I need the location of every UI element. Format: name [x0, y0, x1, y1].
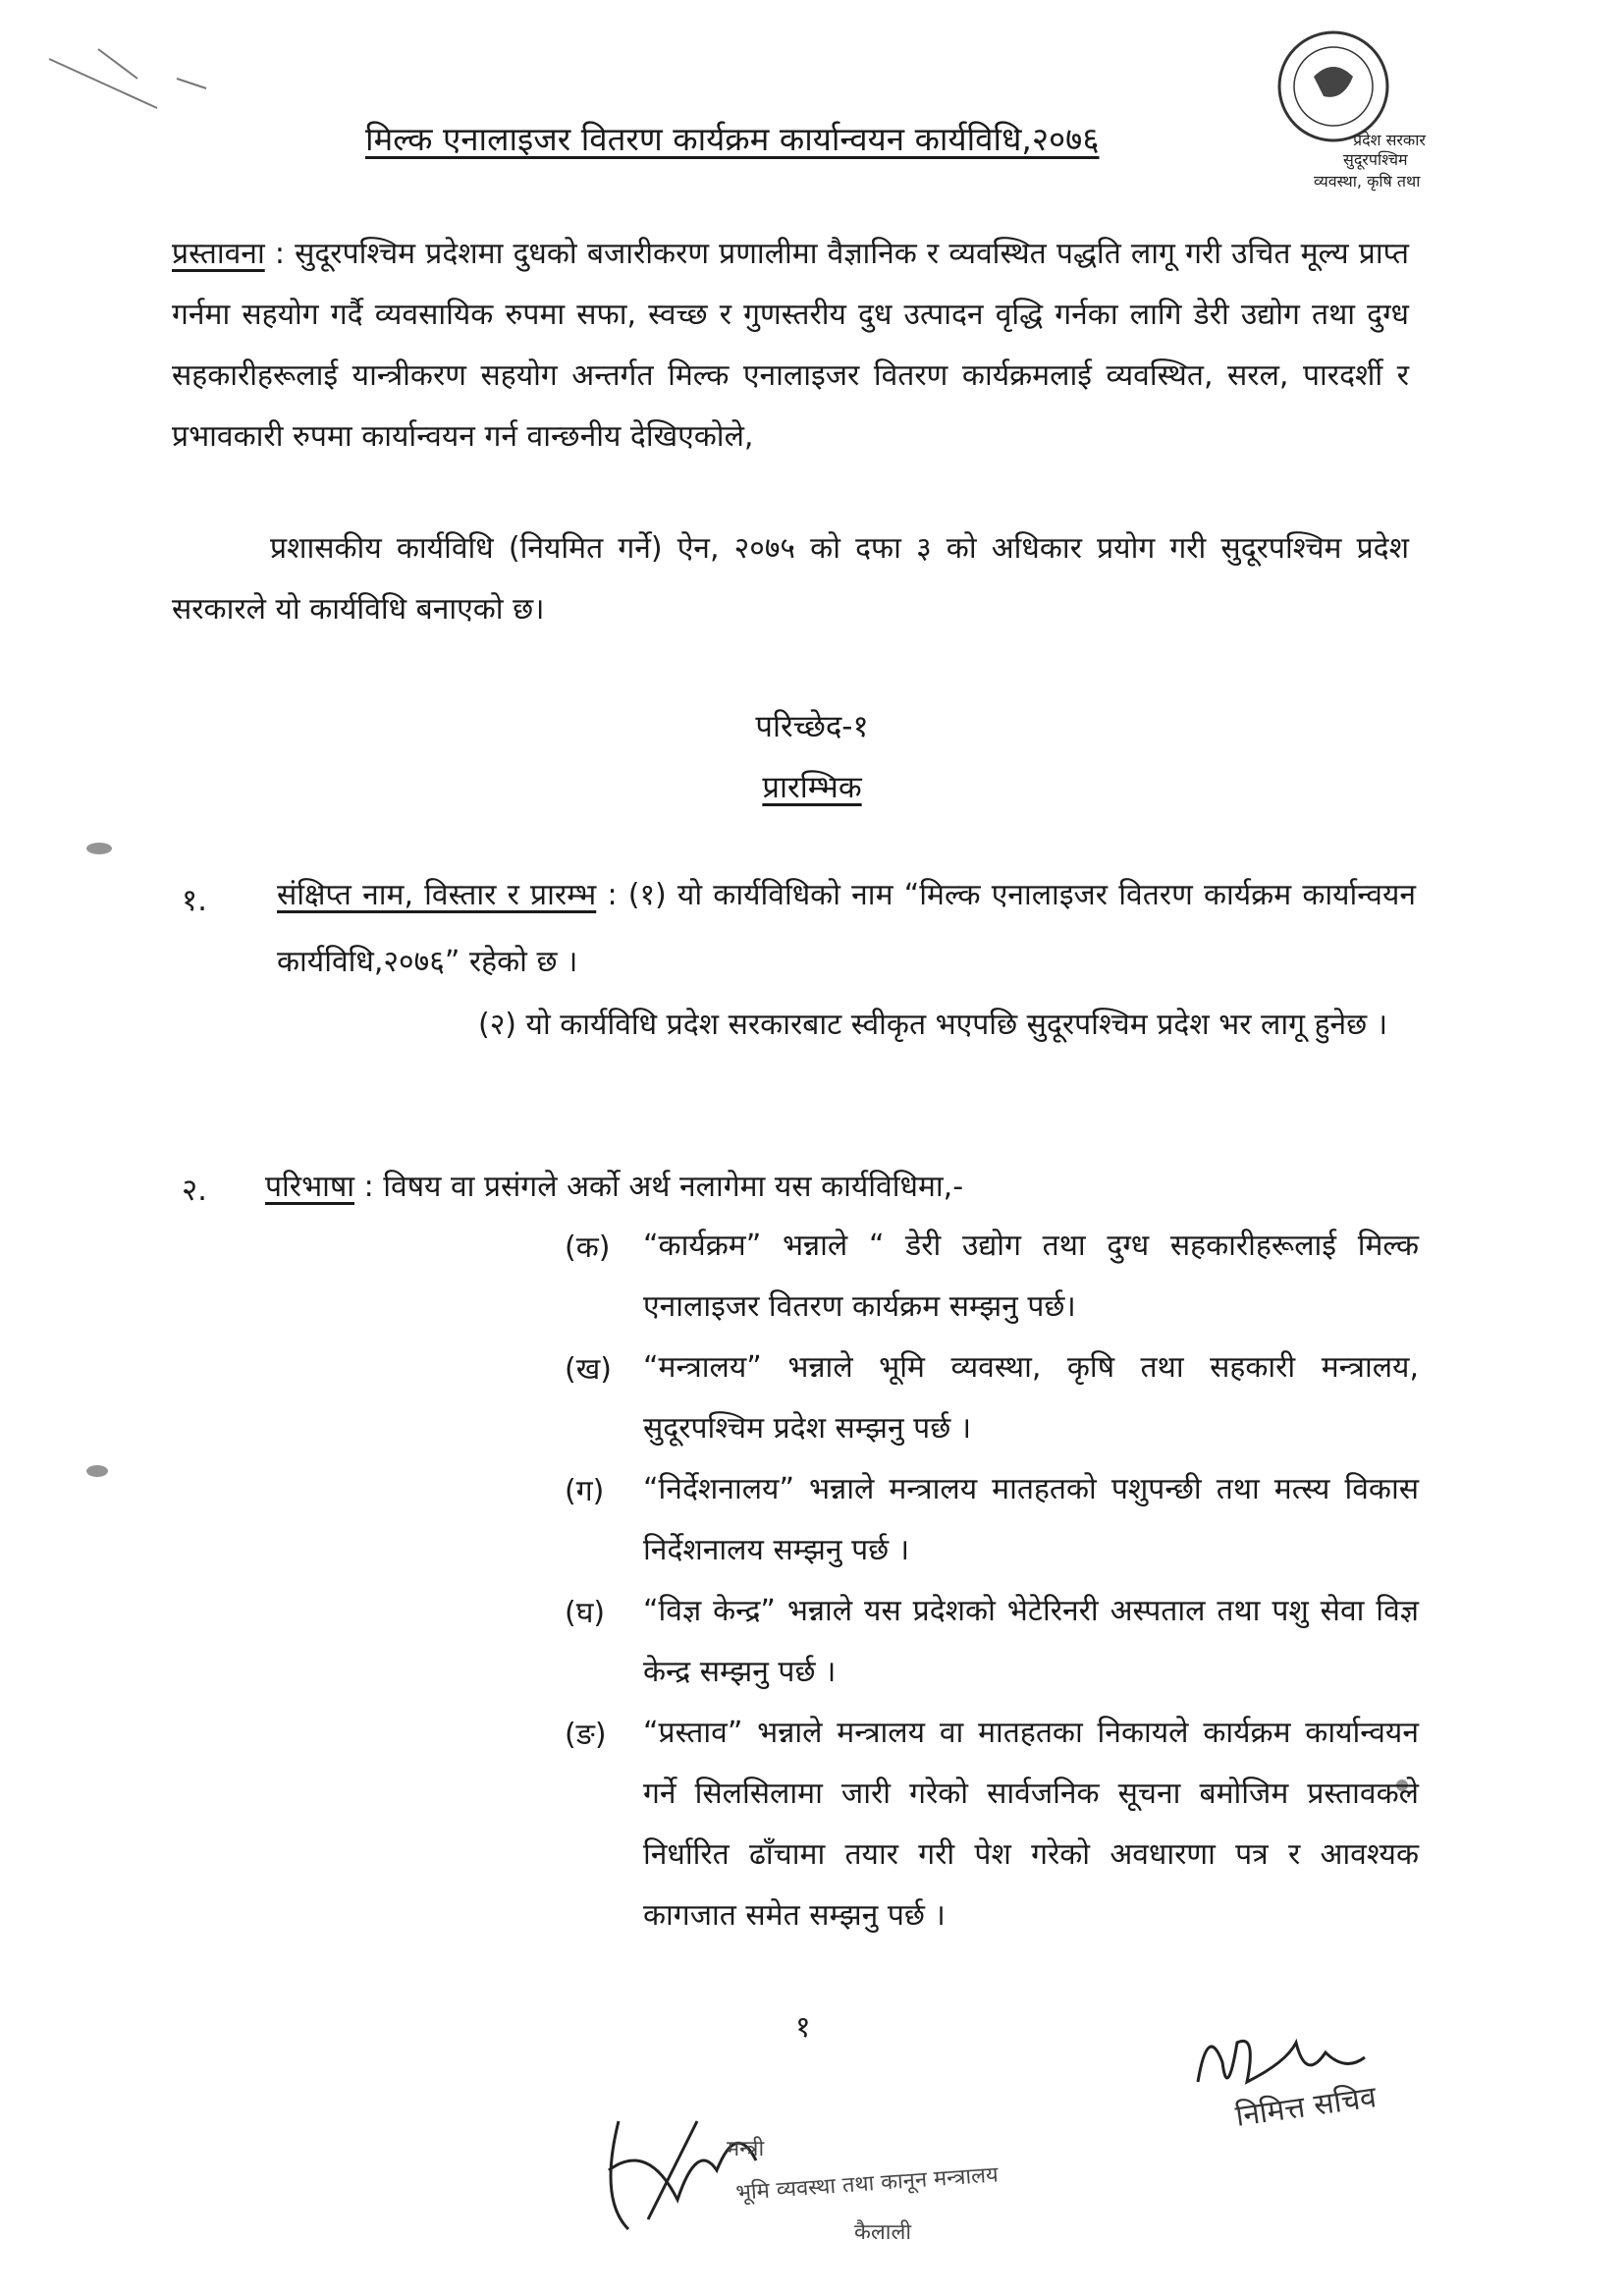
- section-1-clause-1: [277, 862, 1416, 996]
- section-2-number: २.: [182, 1173, 207, 1208]
- chapter-title-text: प्रारम्भिक: [762, 770, 862, 805]
- corner-scribble: [39, 39, 216, 128]
- section-1-heading: संक्षिप्त नाम, विस्तार र प्रारम्भ: [277, 878, 597, 912]
- definition-text: “निर्देशनालय” भन्नाले मन्त्रालय मातहतको पशुपन्छी तथा मत्स्य विकास निर्देशनालय सम्झनु पर्छ ।: [643, 1472, 1419, 1567]
- signature-right: [1178, 2003, 1502, 2141]
- section-2-heading: परिभाषा: [265, 1170, 355, 1204]
- definition-text: “मन्त्रालय” भन्नाले भूमि व्यवस्था, कृषि तथा सहकारी मन्त्रालय, सुदूरपश्चिम प्रदेश सम्झनु पर्छ ।: [643, 1350, 1419, 1446]
- signature-left: [589, 2082, 1001, 2278]
- preamble-paragraph: [172, 224, 1409, 467]
- document-title: मिल्क एनालाइजर वितरण कार्यक्रम कार्यान्वयन कार्यविधि,२०७६: [365, 120, 1100, 158]
- definition-label: (क): [565, 1230, 611, 1265]
- page-number: १: [795, 2010, 811, 2045]
- svg-text:सुदूरपश्चिम: सुदूरपश्चिम: [1343, 150, 1408, 169]
- definition-label: (ग): [565, 1474, 605, 1508]
- svg-text:भूमि व्यवस्था तथा कानून मन्त्र: भूमि व्यवस्था तथा कानून मन्त्रालय: [734, 2162, 1000, 2206]
- preamble-label: प्रस्तावना: [172, 237, 265, 271]
- definition-text: “विज्ञ केन्द्र” भन्नाले यस प्रदेशको भेटेरिनरी अस्पताल तथा पशु सेवा विज्ञ केन्द्र सम्झनु पर्छ ।: [643, 1594, 1419, 1689]
- svg-text:कैलाली: कैलाली: [854, 2220, 912, 2245]
- svg-text:निमित्त सचिव: निमित्त सचिव: [1233, 2080, 1379, 2134]
- preamble-text: : सुदूरपश्चिम प्रदेशमा दुधको बजारीकरण प्रणालीमा वैज्ञानिक र व्यवस्थित पद्धति लागू गरी उचित मूल्य प्राप्त गर्नमा सहयोग गर्दै व्यवसायिक रुपमा सफा, स्वच्छ र गुणस्तरीय दुध उत्पादन वृद्धि गर्नका लागि डेरी उद्योग तथा दुग्ध सहकारीहरूलाई यान्त्रीकरण सहयोग अन्तर्गत मिल्क एनालाइजर वितरण कार्यक्रमलाई व्यवस्थित, सरल, पारदर्शी र प्रभावकारी रुपमा कार्यान्वयन गर्न वान्छनीय देखिएकोले,: [172, 237, 1409, 454]
- official-seal: [1235, 18, 1432, 204]
- definition-label: (ङ): [565, 1718, 607, 1752]
- svg-text:प्रदेश सरकार: प्रदेश सरकार: [1353, 131, 1426, 149]
- chapter-label: परिच्छेद-१: [755, 709, 869, 744]
- page-smudge: [86, 1465, 108, 1477]
- section-1-clause-1-text: : (१) यो कार्यविधिको नाम “मिल्क एनालाइजर वितरण कार्यक्रम कार्यान्वयन कार्यविधि,२०७६” रहेको छ ।: [277, 878, 1417, 979]
- section-1-clause-2: (२) यो कार्यविधि प्रदेश सरकारबाट स्वीकृत भएपछि सुदूरपश्चिम प्रदेश भर लागू हुनेछ ।: [478, 1008, 1388, 1042]
- definition-text: “कार्यक्रम” भन्नाले “ डेरी उद्योग तथा दुग्ध सहकारीहरूलाई मिल्क एनालाइजर वितरण कार्यक्रम सम्झनु पर्छ।: [643, 1229, 1419, 1324]
- svg-text:व्यवस्था, कृषि तथा: व्यवस्था, कृषि तथा: [1314, 172, 1421, 191]
- chapter-title: [0, 766, 1624, 807]
- definition-label: (घ): [565, 1596, 606, 1630]
- definition-label: (ख): [565, 1352, 612, 1387]
- section-1-number: १.: [182, 883, 207, 918]
- page-smudge: [86, 843, 112, 854]
- section-2-intro-text: : विषय वा प्रसंगले अर्को अर्थ नलागेमा यस कार्यविधिमा,-: [354, 1170, 964, 1204]
- authority-paragraph: प्रशासकीय कार्यविधि (नियमित गर्ने) ऐन, २०७५ को दफा ३ को अधिकार प्रयोग गरी सुदूरपश्चिम प्रदेश सरकारले यो कार्यविधि बनाएको छ।: [172, 531, 1409, 627]
- definition-text: “प्रस्ताव” भन्नाले मन्त्रालय वा मातहतका निकायले कार्यक्रम कार्यान्वयन गर्ने सिलसिलामा जारी गरेको सार्वजनिक सूचना बमोजिम प्रस्तावकले निर्धारित ढाँचामा तयार गरी पेश गरेको अवधारणा पत्र र आवश्यक कागजात समेत सम्झनु पर्छ ।: [643, 1716, 1419, 1933]
- section-2-intro: [265, 1154, 1404, 1221]
- svg-text:मन्त्री: मन्त्री: [727, 2137, 765, 2161]
